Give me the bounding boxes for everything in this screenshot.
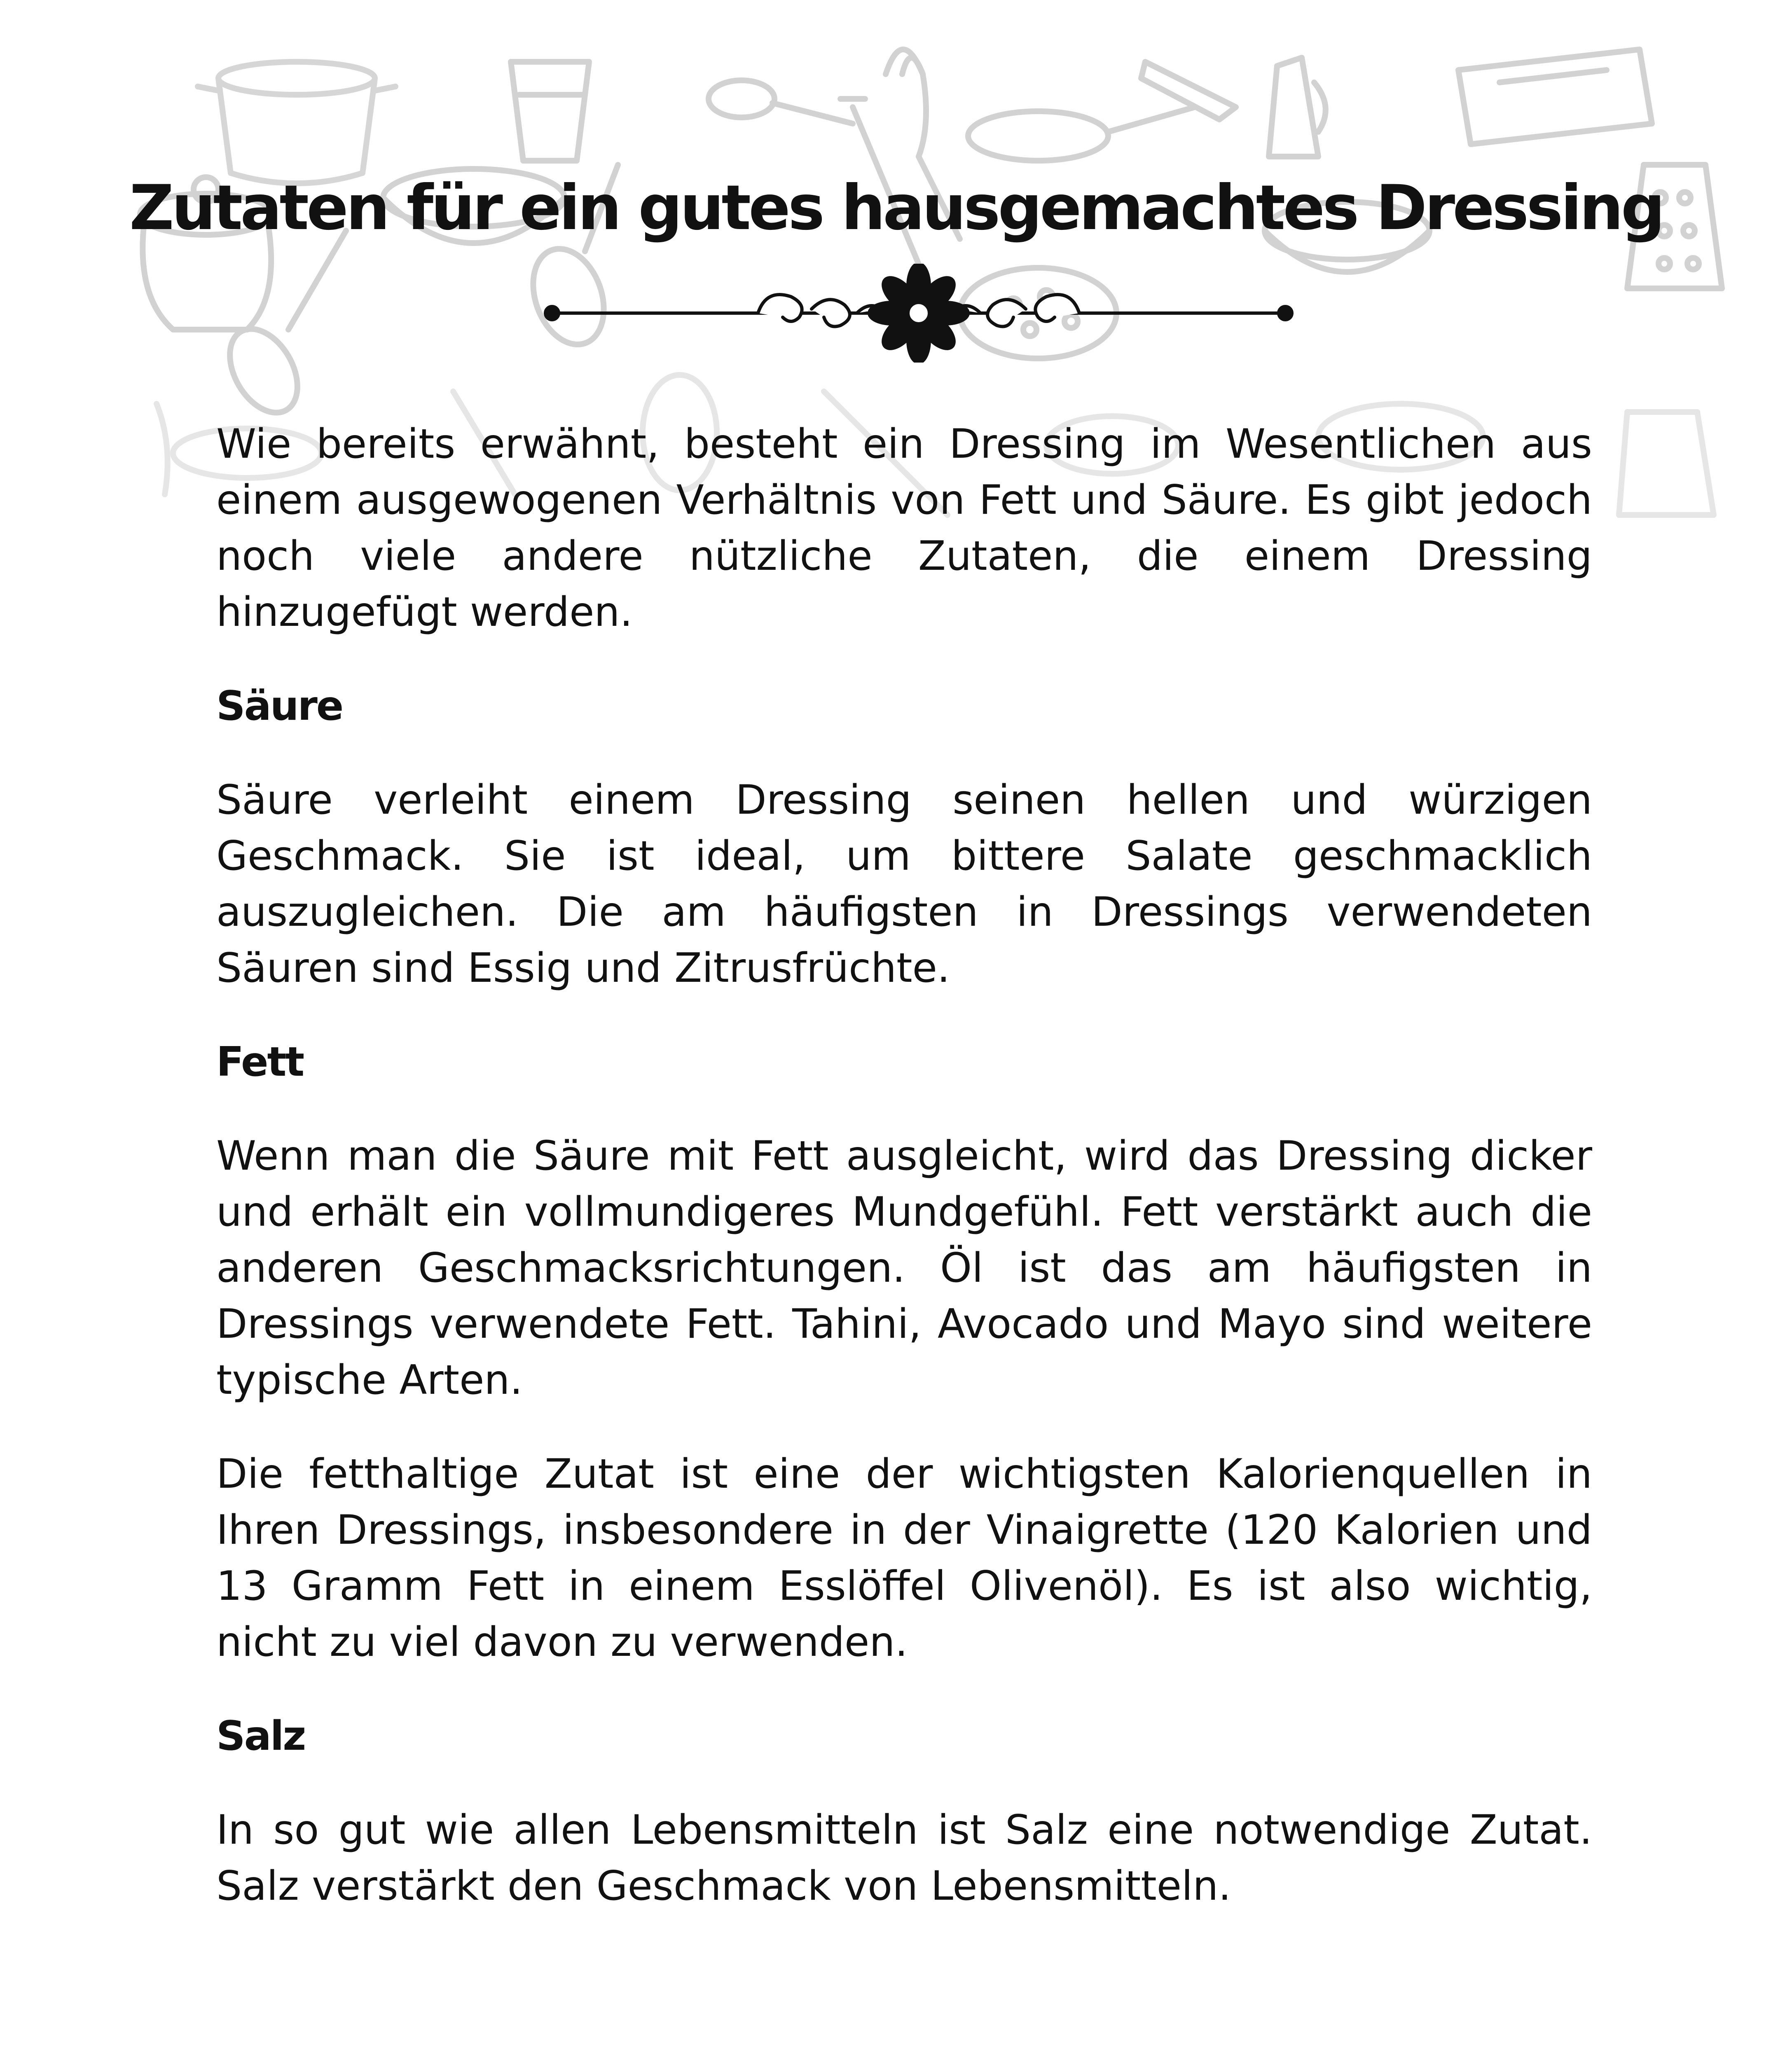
pan-icon	[968, 107, 1195, 161]
pot-icon	[198, 62, 395, 183]
jug-icon	[1269, 58, 1326, 157]
knife-icon	[1141, 62, 1236, 119]
section-paragraph: In so gut wie allen Lebensmitteln ist Salz eine notwendige Zutat. Salz verstärkt den Geschmack von Lebensmitteln.	[216, 1807, 1592, 1910]
section-paragraph: Wenn man die Säure mit Fett ausgleicht, wird das Dressing dicker und erhält ein vollmundigeres Mundgefühl. Fett verstärkt auch die anderen Geschmacksrichtungen. Öl ist das am häufigsten in Dressings verwendete Fett. Tahini, Avocado und Mayo sind weitere typische Arten.	[216, 1133, 1592, 1404]
flower-divider-icon	[544, 264, 1294, 363]
section-paragraph: Die fetthaltige Zutat ist eine der wichtigsten Kalorienquellen in Ihren Dressings, insbesondere in der Vinaigrette (120 Kalorien und 13 Gramm Fett in einem Esslöffel Olivenöl). Es ist also wichtig, nicht zu viel davon zu verwenden.	[216, 1451, 1592, 1666]
page-title: Zutaten für ein gutes hausgemachtes Dressing	[129, 172, 1663, 244]
article-body	[216, 416, 1592, 1952]
glass-icon	[511, 62, 589, 161]
section-heading-saeure: Säure	[216, 683, 343, 730]
section-heading-fett: Fett	[216, 1039, 304, 1086]
section-heading-salz: Salz	[216, 1713, 305, 1760]
ladle-icon	[216, 231, 346, 424]
intro-paragraph: Wie bereits erwähnt, besteht ein Dressing im Wesentlichen aus einem ausgewogenen Verhältnis von Fett und Säure. Es gibt jedoch noch viele andere nützliche Zutaten, die einem Dressing hinzugefügt werden.	[216, 421, 1592, 636]
cake-tin-icon	[1458, 49, 1652, 144]
spoon-icon	[709, 80, 853, 124]
section-paragraph: Säure verleiht einem Dressing seinen hellen und würzigen Geschmack. Sie ist ideal, um bittere Salate geschmacklich auszugleichen. Die am häufigsten in Dressings verwendeten Säuren sind Essig und Zitrusfrüchte.	[216, 777, 1592, 992]
